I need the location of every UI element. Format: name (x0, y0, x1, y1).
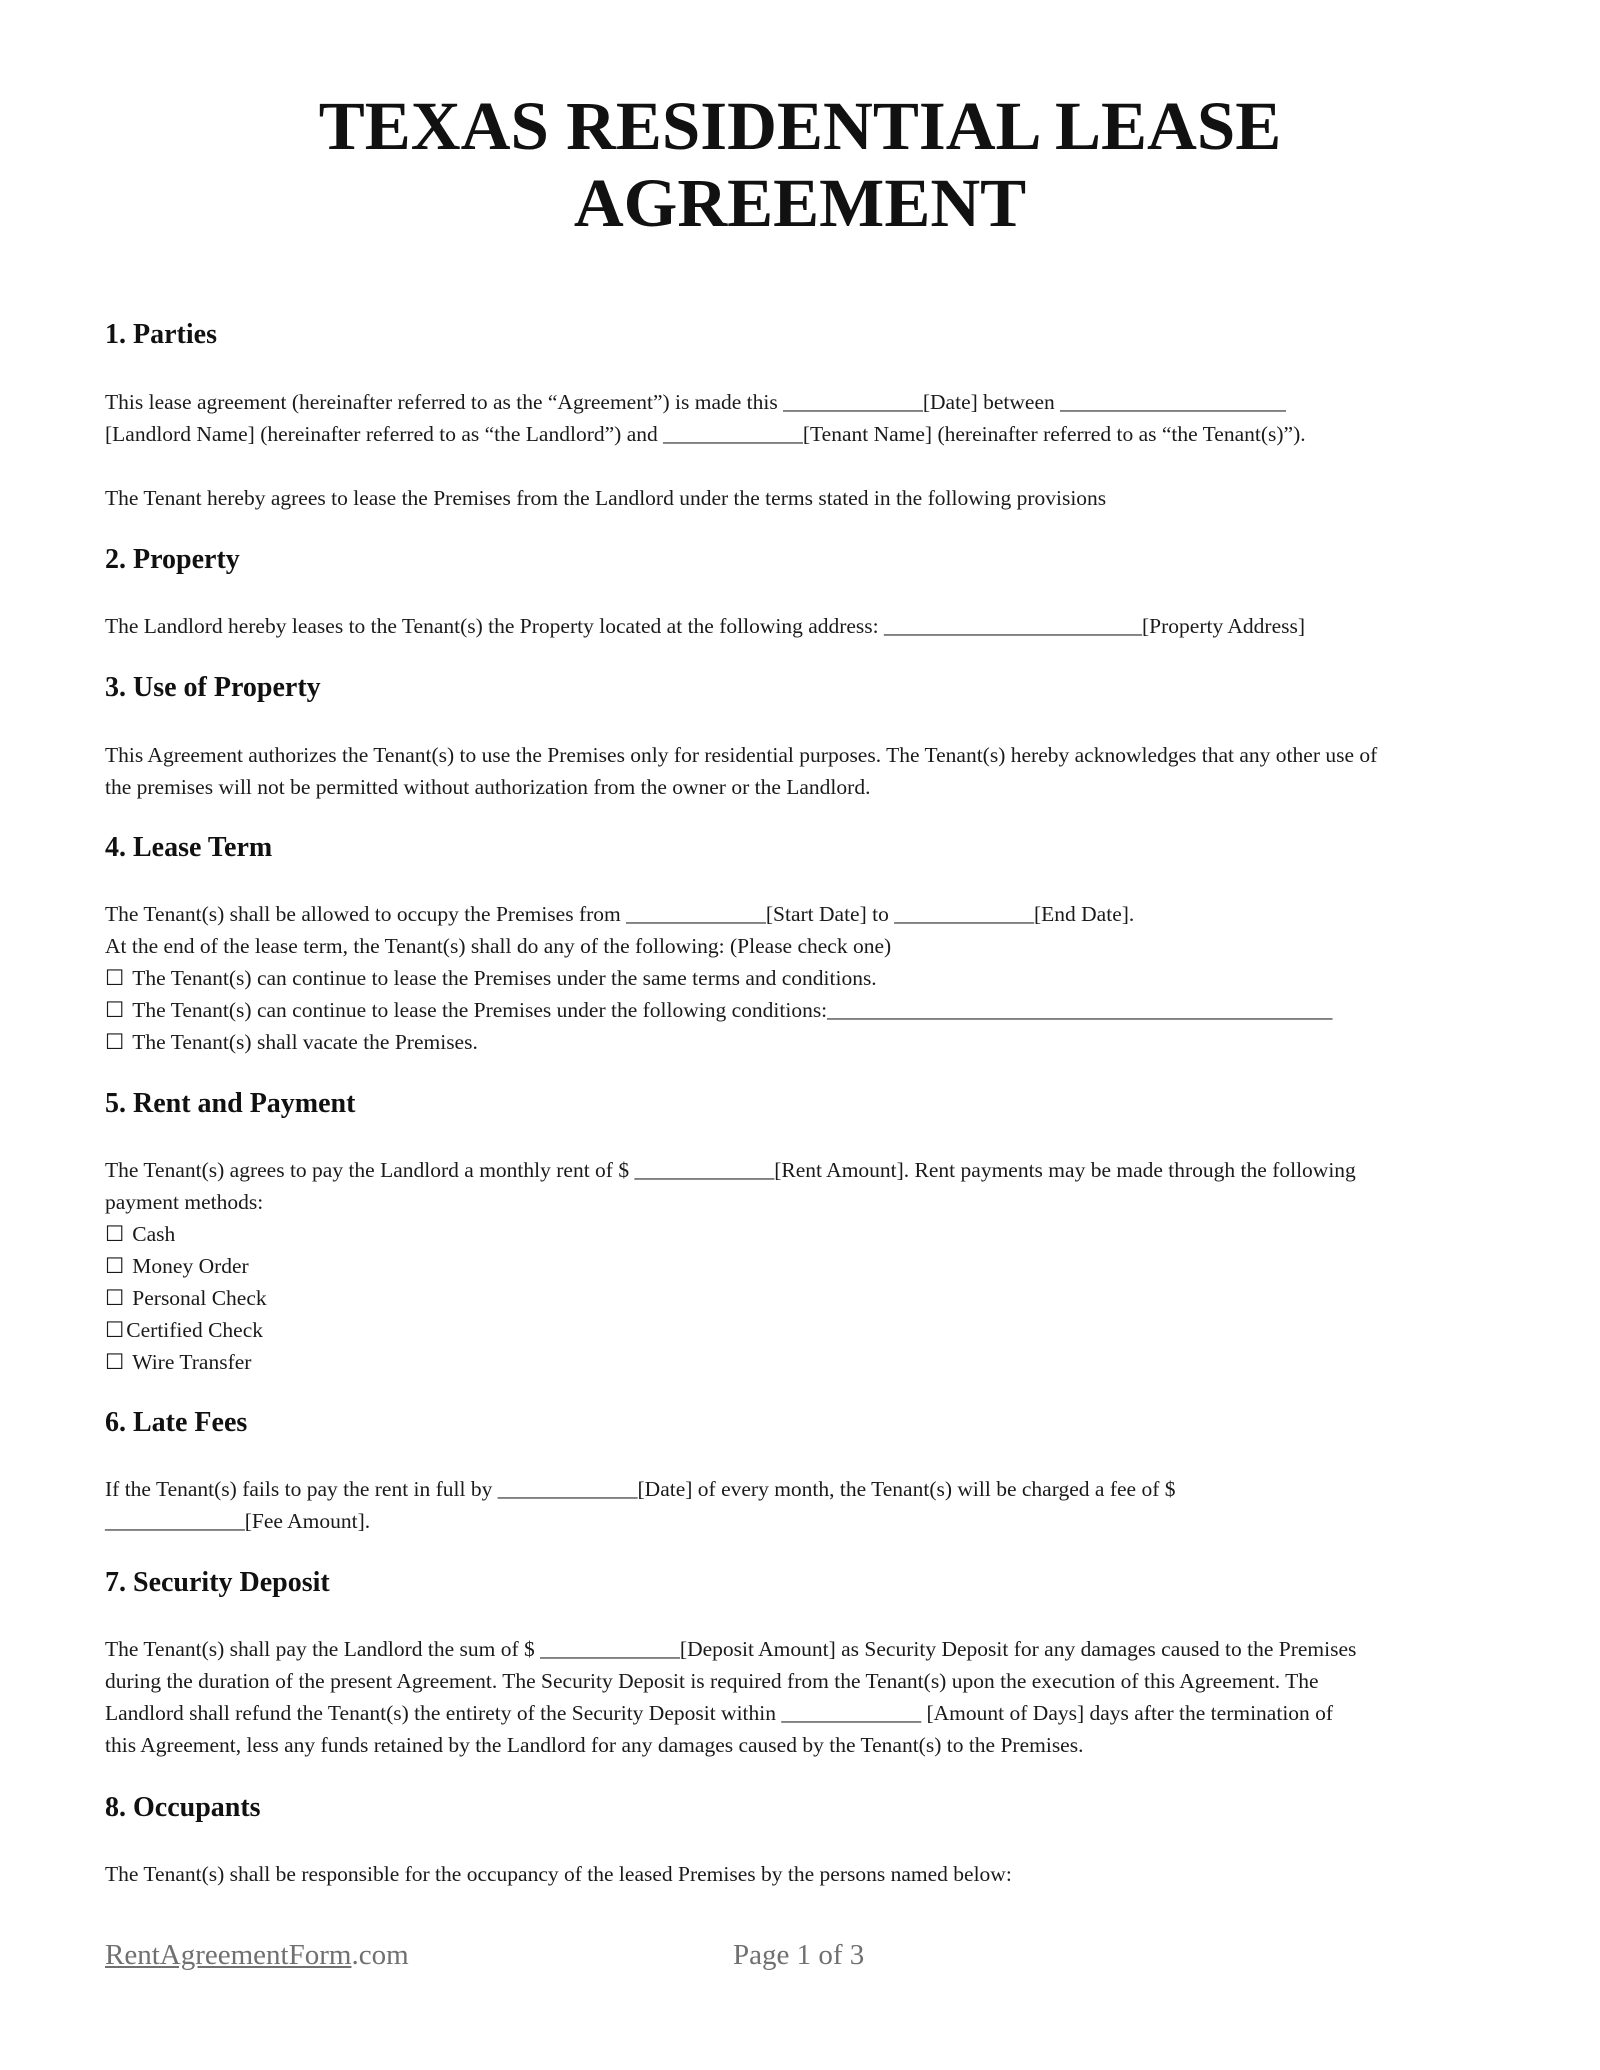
security-deposit-paragraph (105, 1633, 1505, 1761)
payment-method-label: Certified Check (126, 1318, 263, 1342)
term-option-1-label: The Tenant(s) can continue to lease the Premises under the same terms and conditions. (132, 966, 877, 990)
late-fees-paragraph (105, 1473, 1505, 1537)
section-term (105, 831, 1505, 865)
checkbox-icon[interactable]: ☐ (105, 966, 125, 990)
term-option-2-label: The Tenant(s) can continue to lease the Premises under the following conditions:_______________________________________________ (132, 998, 1333, 1022)
parties-line-3: The Tenant hereby agrees to lease the Premises from the Landlord under the terms stated in the following provisions (105, 486, 1107, 510)
section-heading-term: 4. Lease Term (105, 832, 273, 863)
payment-method-label: Wire Transfer (132, 1350, 252, 1374)
checkbox-icon[interactable]: ☐ (105, 1030, 125, 1054)
footer-site (105, 1938, 409, 1972)
checkbox-icon[interactable]: ☐ (105, 1350, 125, 1374)
term-option-3-label: The Tenant(s) shall vacate the Premises. (132, 1030, 478, 1054)
rent-line-1: The Tenant(s) agrees to pay the Landlord a monthly rent of $ _____________[Rent Amount]. Rent payments may be made through the following (105, 1158, 1356, 1182)
occupants-paragraph (105, 1858, 1505, 1890)
payment-method-money-order[interactable] (105, 1250, 1505, 1282)
section-property (105, 543, 1505, 577)
title-line-1: TEXAS RESIDENTIAL LEASE (318, 88, 1282, 164)
section-security-deposit (105, 1566, 1505, 1600)
section-rent (105, 1087, 1505, 1121)
payment-method-label: Personal Check (132, 1286, 267, 1310)
checkbox-icon[interactable]: ☐ (105, 1254, 125, 1278)
term-paragraph (105, 898, 1505, 1058)
use-line-2: the premises will not be permitted without authorization from the owner or the Landlord. (105, 775, 871, 799)
occupants-line-1: The Tenant(s) shall be responsible for the occupancy of the leased Premises by the persons named below: (105, 1862, 1012, 1886)
term-line-1: The Tenant(s) shall be allowed to occupy the Premises from _____________[Start Date] to _____________[End Date]. (105, 902, 1135, 926)
property-paragraph (105, 610, 1505, 642)
deposit-line-3: Landlord shall refund the Tenant(s) the entirety of the Security Deposit within _____________ [Amount of Days] days after the termination of (105, 1701, 1334, 1725)
section-use (105, 671, 1505, 705)
document-title (0, 88, 1600, 242)
title-line-2: AGREEMENT (573, 165, 1027, 241)
use-line-1: This Agreement authorizes the Tenant(s) to use the Premises only for residential purposes. The Tenant(s) hereby acknowledges that any other use of (105, 743, 1378, 767)
property-line-1: The Landlord hereby leases to the Tenant(s) the Property located at the following address: ________________________[Property Address] (105, 614, 1306, 638)
parties-paragraph-2 (105, 482, 1505, 514)
section-parties (105, 318, 1505, 352)
section-heading-security-deposit: 7. Security Deposit (105, 1567, 330, 1598)
section-heading-occupants: 8. Occupants (105, 1792, 261, 1823)
rent-line-2: payment methods: (105, 1190, 264, 1214)
payment-method-cash[interactable] (105, 1218, 1505, 1250)
payment-method-label: Cash (132, 1222, 176, 1246)
section-late-fees (105, 1406, 1505, 1440)
deposit-line-4: this Agreement, less any funds retained by the Landlord for any damages caused by the Tenant(s) to the Premises. (105, 1733, 1084, 1757)
checkbox-icon[interactable]: ☐ (105, 1286, 125, 1310)
section-occupants (105, 1791, 1505, 1825)
section-heading-late-fees: 6. Late Fees (105, 1407, 248, 1438)
term-option-3[interactable] (105, 1026, 1505, 1058)
payment-method-wire-transfer[interactable] (105, 1346, 1505, 1378)
footer-page-number: Page 1 of 3 (733, 1939, 865, 1971)
footer-site-suffix: .com (351, 1939, 409, 1971)
parties-line-2: [Landlord Name] (hereinafter referred to as “the Landlord”) and _____________[Tenant Name] (hereinafter referred to as “the Tenant(s)”). (105, 422, 1306, 446)
section-heading-parties: 1. Parties (105, 319, 217, 350)
section-heading-property: 2. Property (105, 544, 240, 575)
footer-site-link[interactable]: RentAgreementForm (105, 1939, 352, 1971)
term-option-1[interactable] (105, 962, 1505, 994)
payment-method-certified-check[interactable] (105, 1314, 1505, 1346)
checkbox-icon[interactable]: ☐ (105, 998, 125, 1022)
payment-method-personal-check[interactable] (105, 1282, 1505, 1314)
deposit-line-2: during the duration of the present Agreement. The Security Deposit is required from the Tenant(s) upon the execution of this Agreement. The (105, 1669, 1319, 1693)
late-fees-line-2: _____________[Fee Amount]. (105, 1509, 371, 1533)
late-fees-line-1: If the Tenant(s) fails to pay the rent in full by _____________[Date] of every month, the Tenant(s) will be charged a fee of $ (105, 1477, 1176, 1501)
rent-paragraph (105, 1154, 1505, 1378)
checkbox-icon[interactable]: ☐ (105, 1222, 125, 1246)
deposit-line-1: The Tenant(s) shall pay the Landlord the sum of $ _____________[Deposit Amount] as Security Deposit for any damages caused to the Premises (105, 1637, 1357, 1661)
section-heading-use: 3. Use of Property (105, 672, 321, 703)
parties-line-1: This lease agreement (hereinafter referred to as the “Agreement”) is made this _____________[Date] between _____________________ (105, 390, 1286, 414)
use-paragraph (105, 739, 1505, 803)
payment-method-label: Money Order (132, 1254, 249, 1278)
section-heading-rent: 5. Rent and Payment (105, 1088, 356, 1119)
term-option-2[interactable] (105, 994, 1505, 1026)
checkbox-icon[interactable]: ☐ (105, 1318, 125, 1342)
parties-paragraph (105, 386, 1505, 450)
term-line-2: At the end of the lease term, the Tenant(s) shall do any of the following: (Please check one) (105, 934, 892, 958)
